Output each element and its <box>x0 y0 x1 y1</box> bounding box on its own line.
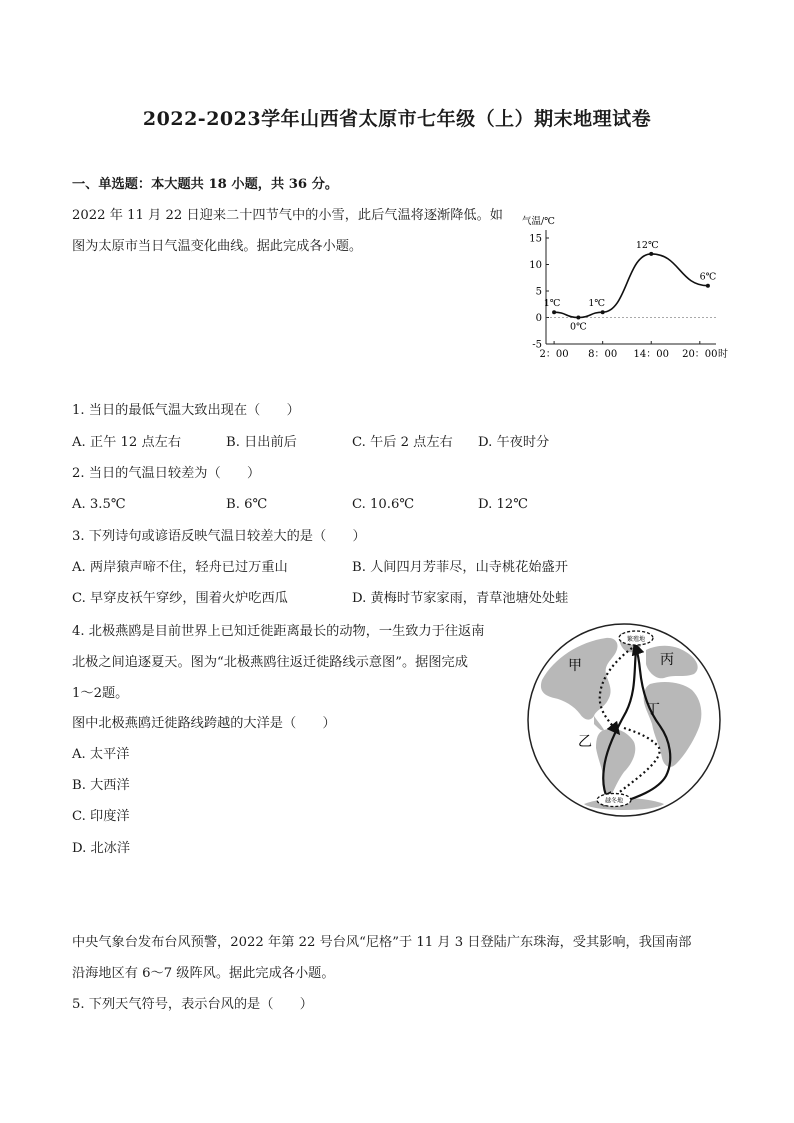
map-label-jia: 甲 <box>568 658 582 674</box>
question-4-option-a: A. 太平洋 <box>72 747 130 762</box>
arctic-tern-migration-map <box>524 620 724 820</box>
intro2-line-2: 沿海地区有 6～7 级阵风。据此完成各小题。 <box>72 966 335 981</box>
map-label-yi: 乙 <box>578 734 592 750</box>
breeding-ground-label: 繁殖地 <box>626 636 646 643</box>
intro-line-1: 2022 年 11 月 22 日迎来二十四节气中的小雪，此后气温将逐渐降低。如 <box>72 208 503 223</box>
data-point <box>601 310 605 314</box>
data-label: 0℃ <box>570 321 587 333</box>
question-4-stem: 图中北极燕鸥迁徙路线跨越的大洋是（ ） <box>72 716 336 731</box>
section-heading: 一、单选题：本大题共 18 小题，共 36 分。 <box>72 177 339 192</box>
question-1-stem: 1. 当日的最低气温大致出现在（ ） <box>72 403 300 418</box>
intro2-line-1: 中央气象台发布台风预警，2022 年第 22 号台风“尼格”于 11 月 3 日登陆广东珠海，受其影响，我国南部 <box>72 935 692 950</box>
question-2-option-d: D. 12℃ <box>478 497 529 512</box>
question-3-option-a: A. 两岸猿声啼不住，轻舟已过万重山 <box>72 560 288 575</box>
question-1-option-d: D. 午夜时分 <box>478 435 550 450</box>
question-4-option-d: D. 北冰洋 <box>72 841 131 856</box>
question-1-option-b: B. 日出前后 <box>226 435 297 450</box>
data-label: 1℃ <box>588 298 606 310</box>
y-tick-label: -5 <box>532 339 542 351</box>
page-title: 2022-2023学年山西省太原市七年级（上）期末地理试卷 <box>142 108 652 130</box>
question-4-line-1: 4. 北极燕鸥是目前世界上已知迁徙距离最长的动物，一生致力于往返南 <box>72 624 485 639</box>
question-2-option-c: C. 10.6℃ <box>352 497 415 512</box>
question-1-option-a: A. 正午 12 点左右 <box>72 435 182 450</box>
data-label: 6℃ <box>699 271 717 283</box>
question-4-line-3: 1～2题。 <box>72 686 129 701</box>
data-point <box>706 284 710 288</box>
y-axis-label: 气温/℃ <box>522 216 555 227</box>
data-point <box>552 310 556 314</box>
temperature-chart <box>520 210 730 370</box>
intro-line-2: 图为太原市当日气温变化曲线。据此完成各小题。 <box>72 239 363 254</box>
data-point <box>649 252 653 256</box>
temperature-curve <box>554 254 708 318</box>
question-3-stem: 3. 下列诗句或谚语反映气温日较差大的是（ ） <box>72 529 366 544</box>
question-4-line-2: 北极之间追逐夏天。图为“北极燕鸥往返迁徙路线示意图”。据图完成 <box>72 655 468 670</box>
map-label-ding: 丁 <box>646 702 660 718</box>
question-5-stem: 5. 下列天气符号，表示台风的是（ ） <box>72 997 313 1012</box>
x-tick-label: 20：00 <box>682 349 718 360</box>
x-tick-label: 2：00 <box>539 349 569 360</box>
y-tick-label: 0 <box>535 313 542 324</box>
y-tick-label: 10 <box>529 260 542 271</box>
question-1-option-c: C. 午后 2 点左右 <box>352 435 453 450</box>
question-3-option-d: D. 黄梅时节家家雨，青草池塘处处蛙 <box>352 591 569 606</box>
data-point <box>576 316 580 320</box>
question-4-option-c: C. 印度洋 <box>72 809 130 824</box>
question-2-option-a: A. 3.5℃ <box>72 497 126 512</box>
y-tick-label: 15 <box>529 233 542 245</box>
question-2-option-b: B. 6℃ <box>226 497 268 512</box>
question-3-option-b: B. 人间四月芳菲尽，山寺桃花始盛开 <box>352 560 568 575</box>
x-tick-label: 8：00 <box>588 349 618 360</box>
map-label-bing: 丙 <box>660 652 674 668</box>
question-2-stem: 2. 当日的气温日较差为（ ） <box>72 466 261 481</box>
wintering-ground-label: 越冬地 <box>604 797 624 805</box>
data-label: 12℃ <box>635 239 659 251</box>
data-label: 1℃ <box>543 298 561 310</box>
question-3-option-c: C. 早穿皮袄午穿纱，围着火炉吃西瓜 <box>72 591 288 606</box>
question-4-option-b: B. 大西洋 <box>72 778 130 793</box>
x-tick-label: 14：00 <box>633 349 669 360</box>
y-tick-label: 5 <box>535 286 542 298</box>
x-axis-label: 时 <box>718 349 728 360</box>
